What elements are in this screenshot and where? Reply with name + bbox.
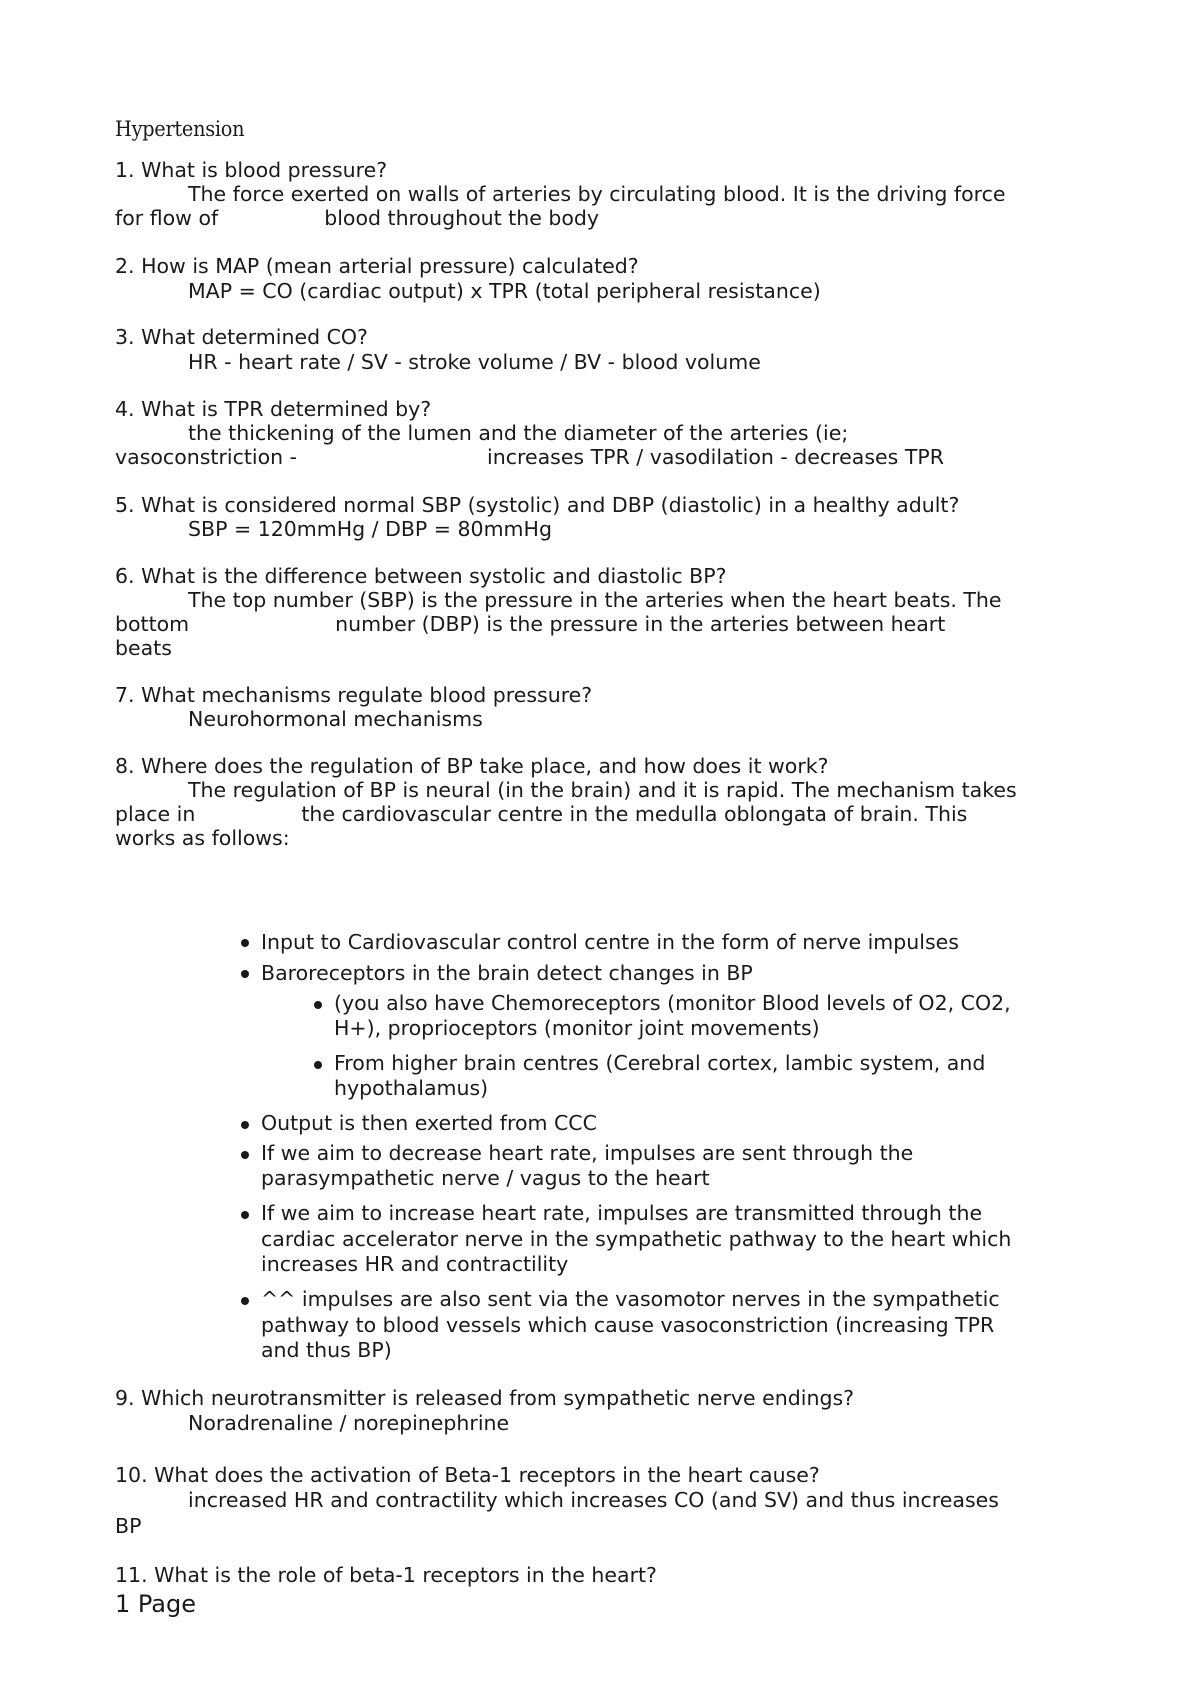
bullet-vasomotor-line-1: ^^ impulses are also sent via the vasomotor nerves in the sympathetic	[261, 1287, 1000, 1311]
bullet-icon	[241, 1297, 249, 1305]
bullet-increase-hr-line-2: cardiac accelerator nerve in the sympathetic pathway to the heart which	[261, 1227, 1012, 1251]
bullet-icon	[241, 1211, 249, 1219]
answer-10-line-1: increased HR and contractility which increases CO (and SV) and thus increases	[188, 1488, 999, 1512]
answer-3: HR - heart rate / SV - stroke volume / BV - blood volume	[188, 350, 761, 374]
answer-2: MAP = CO (cardiac output) x TPR (total peripheral resistance)	[188, 279, 821, 303]
question-7: 7. What mechanisms regulate blood pressure?	[115, 683, 593, 707]
bullet-input: Input to Cardiovascular control centre in the form of nerve impulses	[261, 930, 959, 954]
sub-bullet-chemoreceptors-line-1: (you also have Chemoreceptors (monitor Blood levels of O2, CO2,	[334, 991, 1011, 1015]
document-title: Hypertension	[115, 117, 245, 141]
question-1: 1. What is blood pressure?	[115, 158, 388, 182]
answer-1-line-2-start: for flow of	[115, 206, 219, 230]
answer-6-line-2-end: number (DBP) is the pressure in the arteries between heart	[335, 612, 946, 636]
answer-6-line-2	[115, 611, 945, 637]
sub-bullet-chemoreceptors-line-2: H+), proprioceptors (monitor joint movements)	[334, 1016, 820, 1040]
bullet-decrease-hr-line-2: parasympathetic nerve / vagus to the heart	[261, 1166, 710, 1190]
answer-1-line-2	[115, 205, 599, 231]
answer-8-line-3: works as follows:	[115, 826, 290, 850]
bullet-icon	[314, 1001, 322, 1009]
bullet-increase-hr-line-3: increases HR and contractility	[261, 1252, 569, 1276]
answer-6-line-2-start: bottom	[115, 612, 190, 636]
answer-1-line-1: The force exerted on walls of arteries by circulating blood. It is the driving force	[188, 182, 1006, 206]
question-8: 8. Where does the regulation of BP take place, and how does it work?	[115, 754, 829, 778]
answer-1-line-2-end: blood throughout the body	[324, 206, 600, 230]
sub-bullet-higher-centres-line-1: From higher brain centres (Cerebral cortex, lambic system, and	[334, 1051, 986, 1075]
bullet-vasomotor-line-3: and thus BP)	[261, 1338, 392, 1362]
question-10: 10. What does the activation of Beta-1 receptors in the heart cause?	[115, 1463, 820, 1487]
bullet-vasomotor-line-2: pathway to blood vessels which cause vasoconstriction (increasing TPR	[261, 1313, 995, 1337]
answer-8-line-2-start: place in	[115, 802, 196, 826]
question-6: 6. What is the difference between systolic and diastolic BP?	[115, 564, 727, 588]
page-number: 1 Page	[115, 1590, 196, 1618]
question-9: 9. Which neurotransmitter is released from sympathetic nerve endings?	[115, 1386, 855, 1410]
answer-7: Neurohormonal mechanisms	[188, 707, 483, 731]
answer-6-line-3: beats	[115, 636, 172, 660]
bullet-baroreceptors: Baroreceptors in the brain detect changes in BP	[261, 961, 753, 985]
question-11: 11. What is the role of beta-1 receptors in the heart?	[115, 1563, 657, 1587]
answer-4-line-2-end: increases TPR / vasodilation - decreases TPR	[487, 445, 944, 469]
bullet-decrease-hr-line-1: If we aim to decrease heart rate, impulses are sent through the	[261, 1141, 914, 1165]
answer-8-line-1: The regulation of BP is neural (in the brain) and it is rapid. The mechanism takes	[188, 778, 1017, 802]
answer-5: SBP = 120mmHg / DBP = 80mmHg	[188, 517, 552, 541]
question-2: 2. How is MAP (mean arterial pressure) calculated?	[115, 254, 639, 278]
answer-4-line-2-start: vasoconstriction -	[115, 445, 298, 469]
bullet-icon	[241, 1151, 249, 1159]
bullet-icon	[241, 939, 249, 947]
answer-10-line-2: BP	[115, 1514, 142, 1538]
answer-8-line-2-end: the cardiovascular centre in the medulla oblongata of brain. This	[301, 802, 968, 826]
question-3: 3. What determined CO?	[115, 325, 368, 349]
answer-4-line-1: the thickening of the lumen and the diameter of the arteries (ie;	[188, 421, 849, 445]
answer-6-line-1: The top number (SBP) is the pressure in the arteries when the heart beats. The	[188, 588, 1002, 612]
question-5: 5. What is considered normal SBP (systolic) and DBP (diastolic) in a healthy adult?	[115, 493, 960, 517]
bullet-icon	[241, 1121, 249, 1129]
bullet-increase-hr-line-1: If we aim to increase heart rate, impulses are transmitted through the	[261, 1201, 983, 1225]
bullet-icon	[314, 1061, 322, 1069]
question-4: 4. What is TPR determined by?	[115, 397, 432, 421]
bullet-output: Output is then exerted from CCC	[261, 1111, 597, 1135]
answer-4-line-2	[115, 444, 944, 470]
answer-8-line-2	[115, 801, 967, 827]
sub-bullet-higher-centres-line-2: hypothalamus)	[334, 1076, 489, 1100]
bullet-icon	[241, 970, 249, 978]
answer-9: Noradrenaline / norepinephrine	[188, 1411, 510, 1435]
